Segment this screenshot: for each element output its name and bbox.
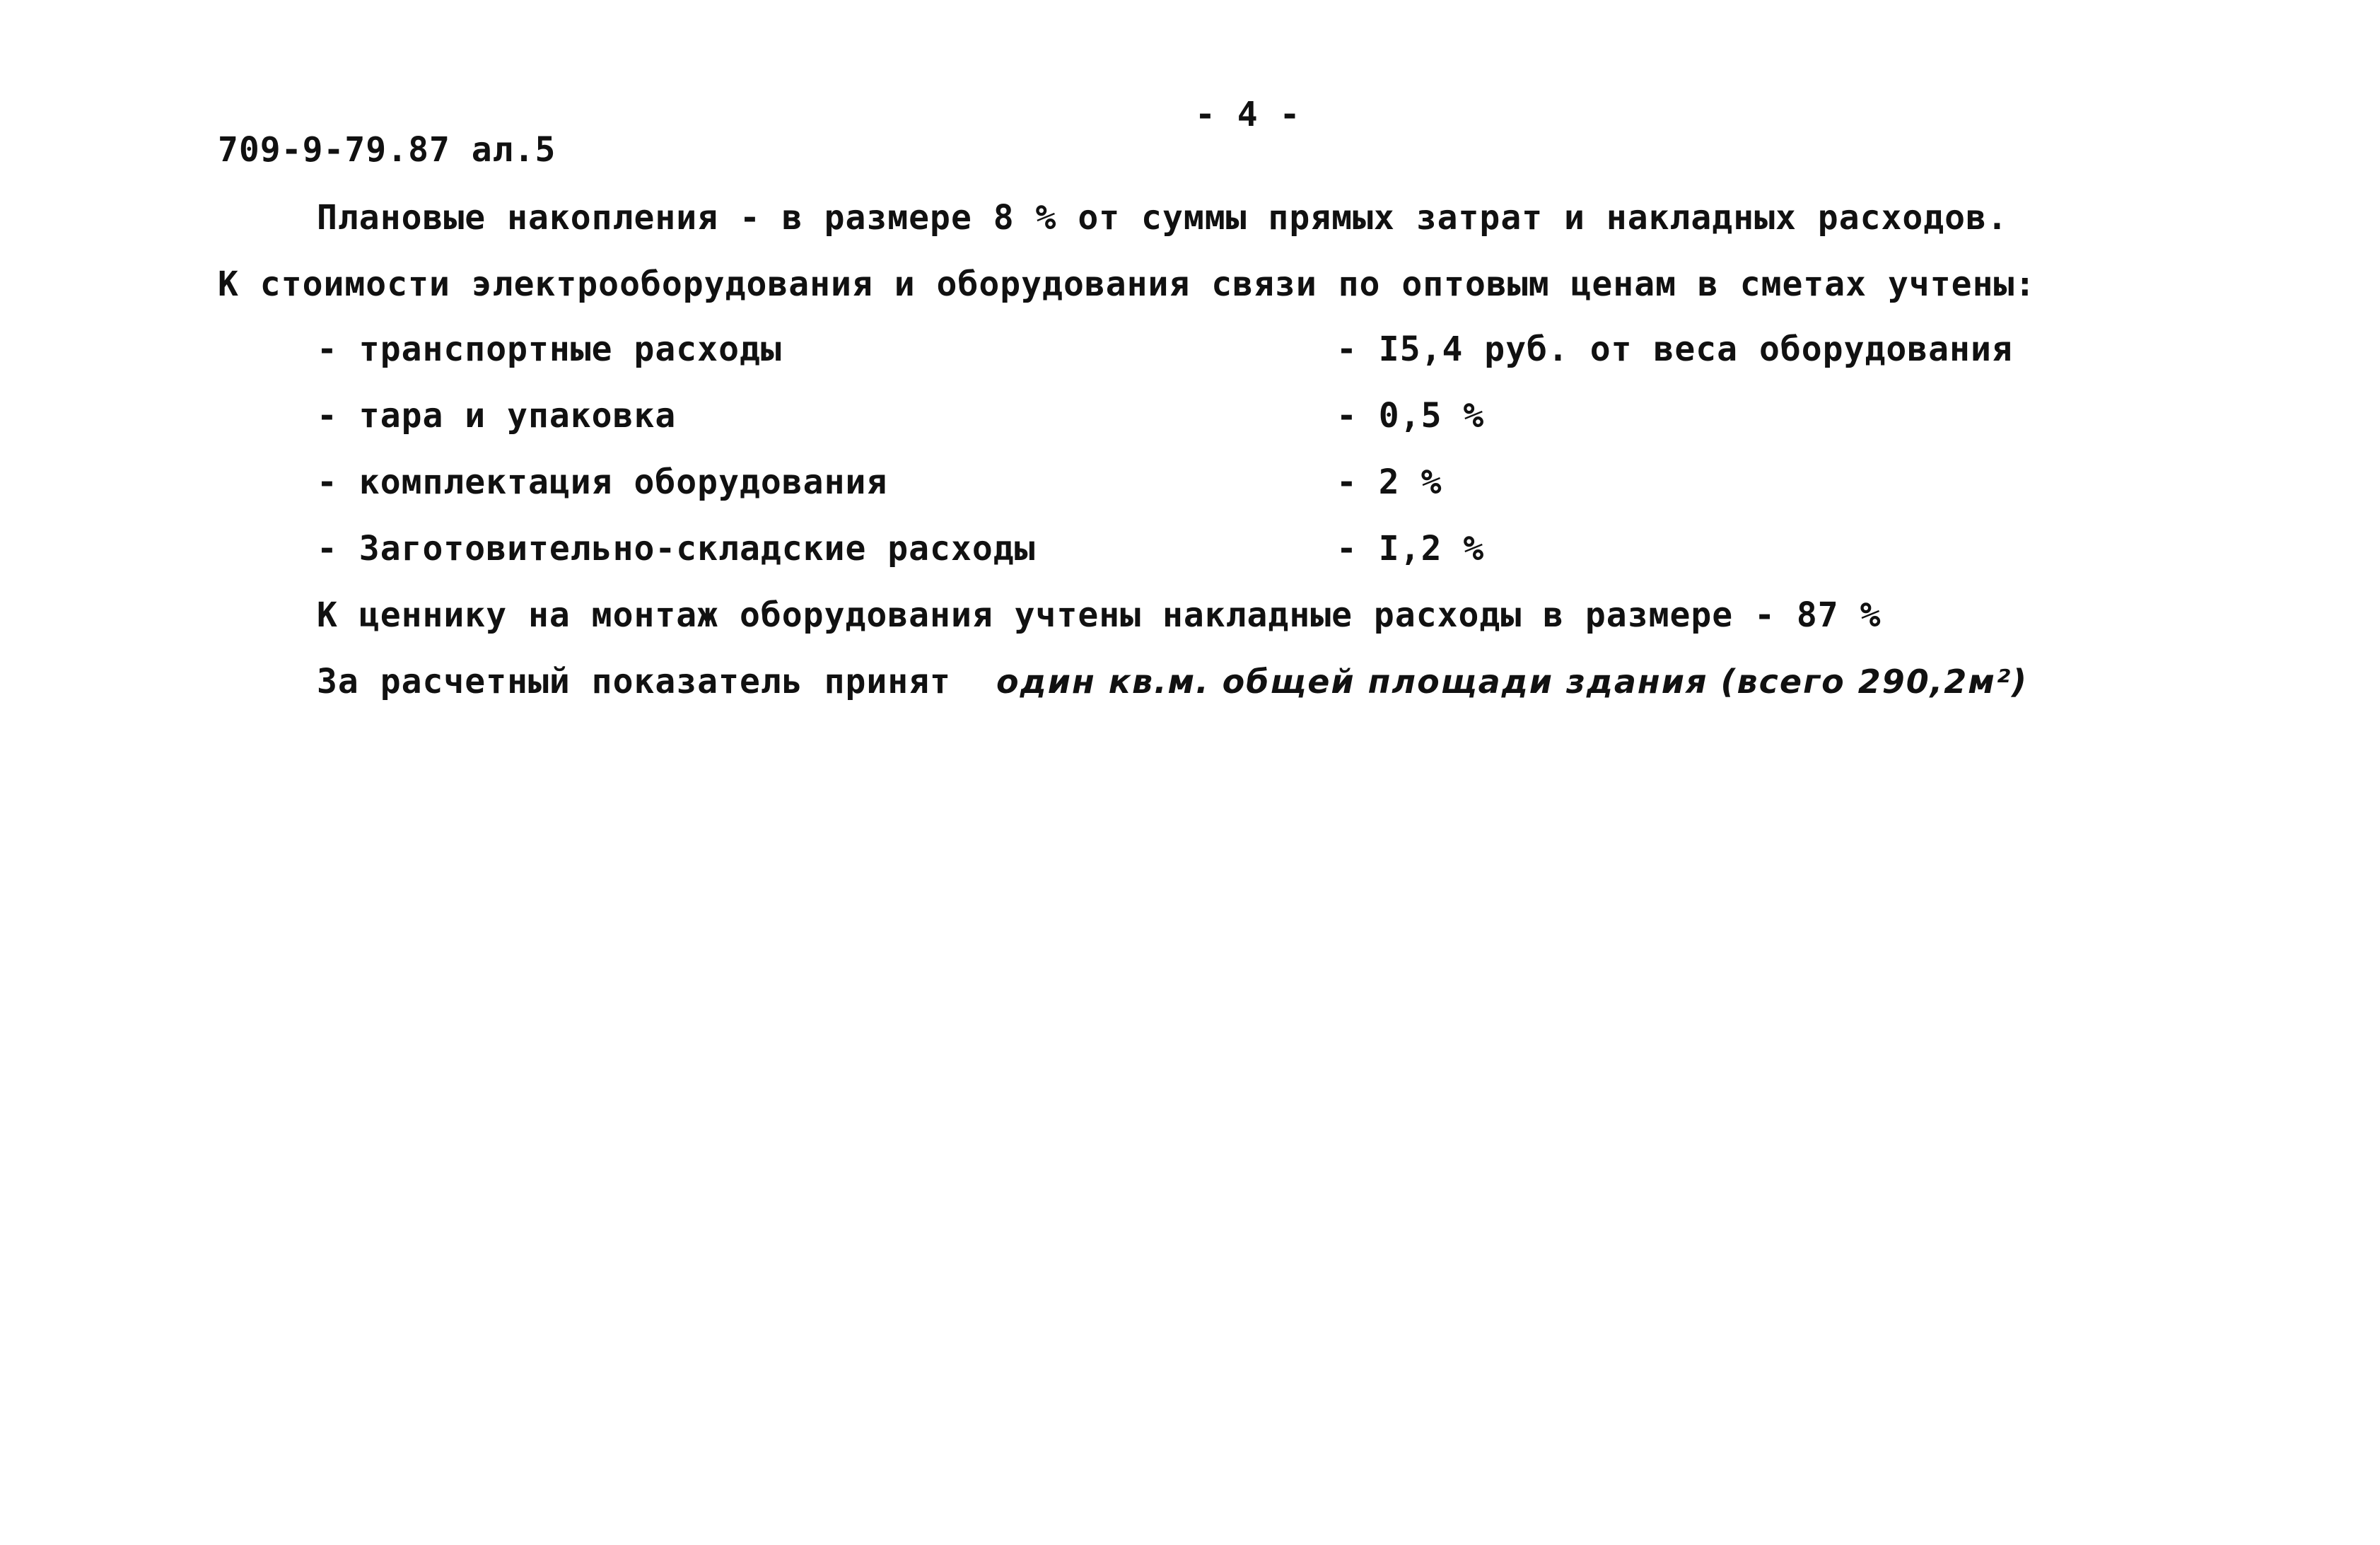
document-code: 709-9-79.87 ал.5 xyxy=(218,130,556,170)
paragraph-equipment-costs-intro: К стоимости электрооборудования и оборудования связи по оптовым ценам в сметах учтены: xyxy=(218,264,2036,304)
list-item-value: - I5,4 руб. от веса оборудования xyxy=(1336,330,2013,369)
list-item-label: - тара и упаковка xyxy=(317,396,677,436)
list-item-value: - 2 % xyxy=(1336,462,1442,502)
paragraph-planned-savings: Плановые накопления - в размере 8 % от суммы прямых затрат и накладных расходов. xyxy=(317,198,2008,238)
page-number: - 4 - xyxy=(1195,95,1301,134)
list-item-value: - I,2 % xyxy=(1336,529,1485,569)
paragraph-calculation-indicator xyxy=(317,660,2028,703)
list-item-label: - Заготовительно-складские расходы xyxy=(317,529,1036,569)
list-item-value: - 0,5 % xyxy=(1336,396,1485,436)
indicator-printed-text: За расчетный показатель принят xyxy=(317,662,951,701)
list-item-label: - транспортные расходы xyxy=(317,330,782,369)
list-item-label: - комплектация оборудования xyxy=(317,462,888,502)
paragraph-installation-overhead: К ценнику на монтаж оборудования учтены накладные расходы в размере - 87 % xyxy=(317,595,1882,635)
indicator-handwritten-text: один кв.м. общей площади здания (всего 290,2м²) xyxy=(996,663,2029,701)
